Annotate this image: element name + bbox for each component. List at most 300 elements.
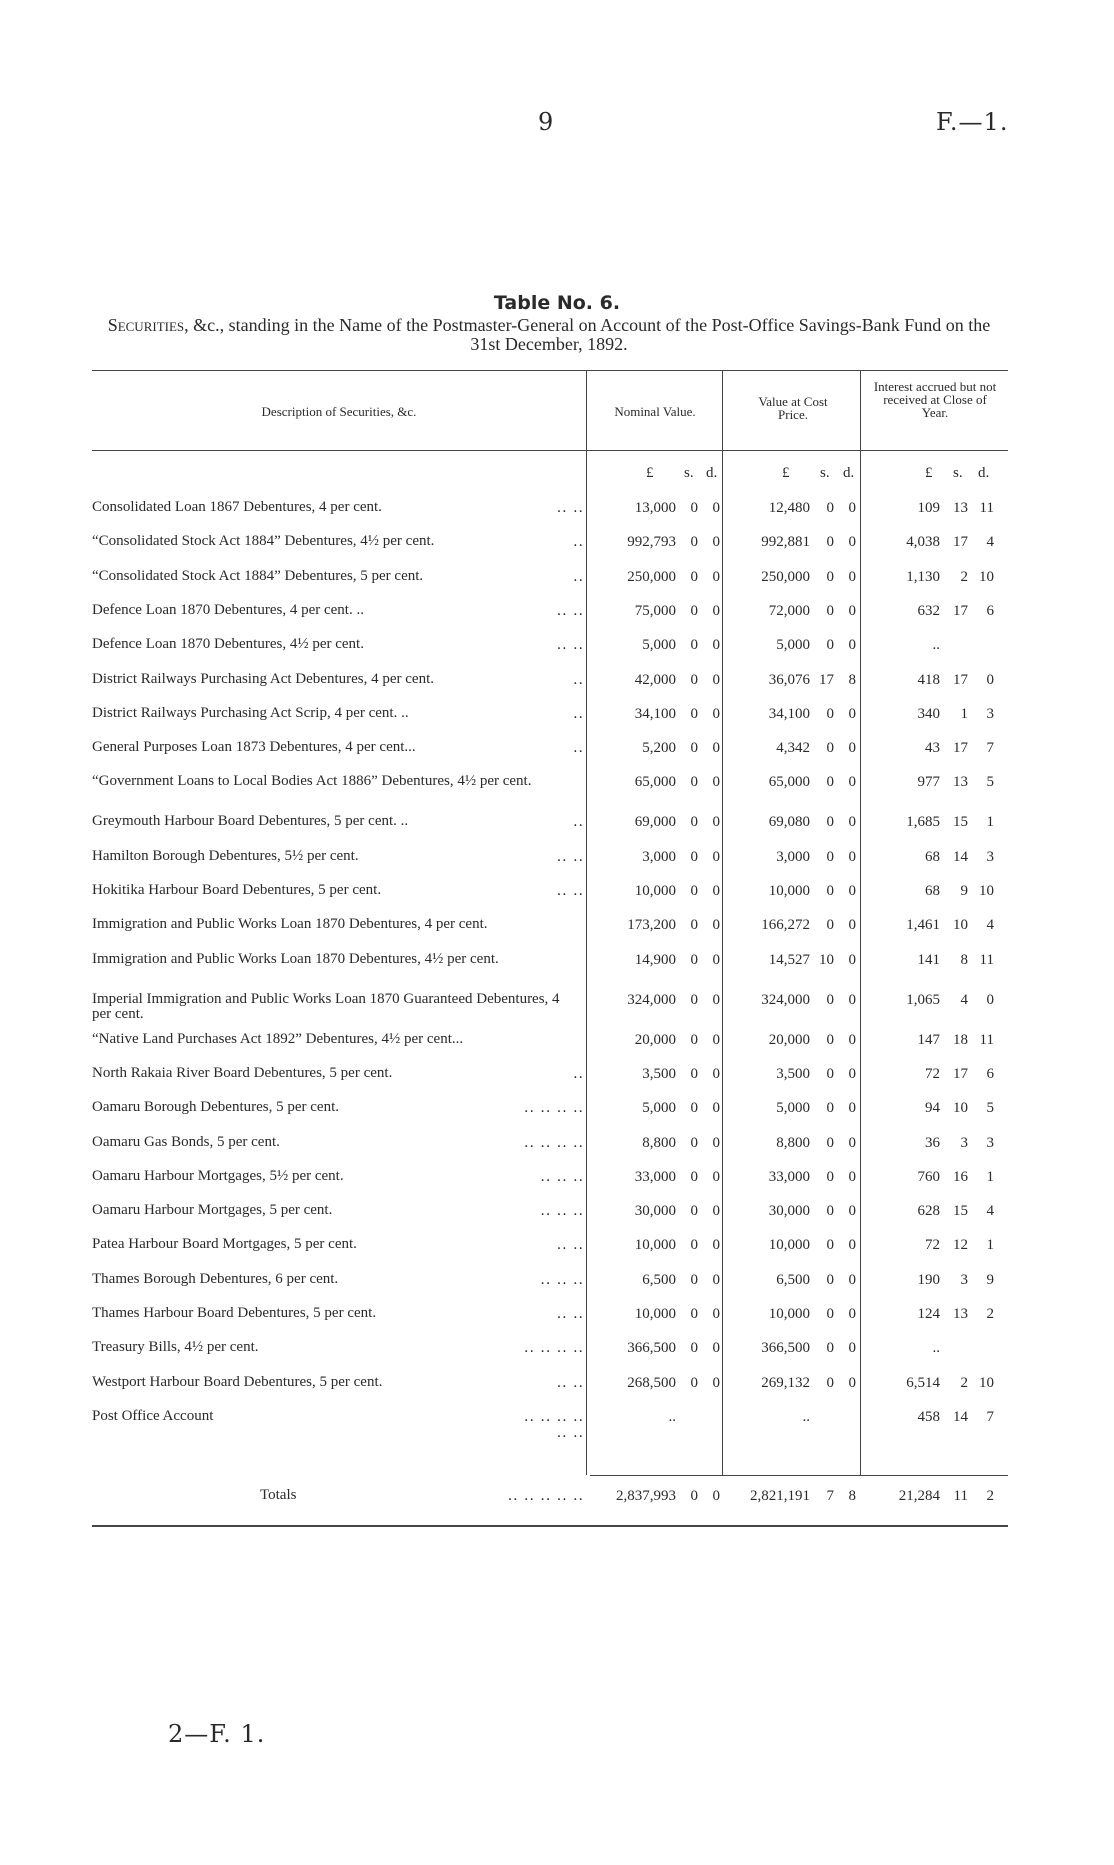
row-leader-dots: .. .. [556,1237,584,1254]
row-description: North Rakaia River Board Debentures, 5 per cent. [92,1064,393,1081]
row-cost-shillings: 0 [826,1168,834,1185]
row-interest-shillings: 15 [953,1203,968,1220]
row-interest-pounds: .. [932,1340,940,1357]
row-description: Consolidated Loan 1867 Debentures, 4 per cent. [92,499,382,515]
row-leader-dots: .. [573,568,584,585]
row-leader-dots: .. .. .. .. [524,1100,584,1117]
table-row [0,637,1114,667]
row-description: Oamaru Harbour Mortgages, 5 per cent. [92,1202,333,1219]
row-cost-pounds: 36,076 [768,671,810,688]
row-interest-shillings: 17 [953,534,968,551]
row-cost-pence: 0 [848,883,856,899]
row-nominal-shillings: 0 [690,848,698,865]
header-cost: Value at Cost Price. [758,394,828,422]
row-cost-shillings: 0 [826,740,834,757]
row-nominal-pounds: 250,000 [627,568,676,585]
caption-smallcaps: Securities, [107,315,189,335]
row-interest-pounds: 147 [917,1031,940,1048]
row-nominal-shillings: 0 [690,1374,698,1391]
row-cost-shillings: 0 [826,1340,834,1357]
header-nominal: Nominal Value. [614,404,696,419]
row-nominal-pence: 0 [712,848,720,865]
row-description: “Consolidated Stock Act 1884” Debentures, 4½ per cent. [92,533,435,550]
row-cost-pounds: 10,000 [768,883,810,899]
row-cost-pounds: 5,000 [776,1100,810,1117]
row-cost-pounds: 250,000 [761,568,810,585]
table-row [0,1237,1114,1267]
row-nominal-pounds: 13,000 [634,500,676,516]
row-cost-shillings: 0 [826,814,834,831]
row-leader-dots: .. .. [556,1306,584,1322]
row-description: “Government Loans to Local Bodies Act 1886” Debentures, 4½ per cent. [92,773,532,790]
row-interest-shillings: 10 [953,917,968,934]
row-leader-dots: .. .. [556,637,584,654]
row-interest-pence: 10 [979,568,994,585]
row-cost-pounds: 20,000 [768,1031,810,1048]
row-leader-dots: .. [573,705,584,722]
table-row [0,992,1114,1022]
totals-cost-shillings: 7 [826,1488,834,1504]
row-nominal-pence: 0 [712,1271,720,1288]
header-bottom-rule [92,450,1008,451]
row-interest-pounds: 1,685 [906,814,940,831]
row-cost-pence: 0 [848,740,856,757]
row-leader-dots: .. .. .. .. [524,1134,584,1151]
row-nominal-pence: 0 [712,883,720,899]
row-nominal-pounds: 75,000 [634,602,676,619]
table-row [0,1340,1114,1370]
row-description: Immigration and Public Works Loan 1870 Debentures, 4 per cent. [92,916,488,933]
row-cost-pounds: 5,000 [776,637,810,654]
row-interest-pounds: 1,065 [906,991,940,1008]
row-nominal-pounds: 992,793 [627,534,676,551]
row-nominal-pounds: 10,000 [634,883,676,899]
row-nominal-pounds: 5,000 [642,637,676,654]
row-nominal-shillings: 0 [690,951,698,968]
row-nominal-pounds: 3,500 [642,1065,676,1082]
row-interest-pounds: 68 [925,848,940,865]
row-nominal-shillings: 0 [690,534,698,551]
row-cost-pence: 0 [848,1271,856,1288]
row-interest-pence: 6 [986,602,994,619]
row-nominal-pence: 0 [712,1065,720,1082]
table-row [0,1100,1114,1130]
row-interest-pounds: 72 [925,1237,940,1254]
table-bottom-rule [92,1525,1008,1527]
row-cost-pounds: 3,000 [776,848,810,865]
row-nominal-pence: 0 [712,1237,720,1254]
row-nominal-pence: 0 [712,602,720,619]
row-interest-pounds: 1,461 [906,917,940,934]
row-cost-pence: 0 [848,917,856,934]
row-nominal-shillings: 0 [690,671,698,688]
row-cost-pounds: 33,000 [768,1168,810,1185]
row-cost-shillings: 17 [819,671,834,688]
row-leader-dots: .. .. .. [540,1271,584,1288]
row-cost-pounds: 366,500 [761,1340,810,1357]
row-cost-pence: 0 [848,1065,856,1082]
row-cost-pounds: 3,500 [776,1065,810,1082]
table-row [0,1375,1114,1405]
row-nominal-pence: 0 [712,671,720,688]
caption-text: &c., standing in the Name of the Postmaster-General on Account of the Post-Office Savings-Bank Fund on the 31st December, 1892. [188,315,991,354]
row-nominal-shillings: 0 [690,602,698,619]
row-interest-pence: 1 [986,1237,994,1254]
table-row [0,849,1114,879]
row-interest-pounds: 458 [917,1408,940,1425]
row-nominal-pence: 0 [712,705,720,722]
row-leader-dots: .. .. [556,883,584,899]
row-interest-pounds: 6,514 [906,1374,940,1391]
row-description: Defence Loan 1870 Debentures, 4 per cent. .. [92,601,364,618]
row-interest-pounds: 36 [925,1134,940,1151]
row-interest-pounds: .. [932,637,940,654]
row-nominal-pounds: 42,000 [634,671,676,688]
row-nominal-shillings: 0 [690,1134,698,1151]
row-cost-pence: 0 [848,991,856,1008]
row-nominal-pounds: 3,000 [642,848,676,865]
row-interest-shillings: 17 [953,602,968,619]
row-cost-shillings: 0 [826,1306,834,1322]
row-nominal-pence: 0 [712,1100,720,1117]
table-row [0,1409,1114,1439]
row-interest-shillings: 16 [953,1168,968,1185]
row-cost-shillings: 0 [826,602,834,619]
row-cost-pence: 0 [848,1374,856,1391]
row-cost-pounds: 4,342 [776,740,810,757]
row-interest-pence: 10 [979,1374,994,1391]
row-cost-shillings: 0 [826,774,834,791]
row-cost-pounds: .. [802,1408,810,1425]
row-leader-dots: .. .. .. .. [524,1340,584,1357]
unit-cost-shilling: s. [820,465,830,481]
header-description: Description of Securities, &c. [261,404,417,419]
row-cost-pounds: 10,000 [768,1237,810,1254]
unit-cost-pence: d. [843,465,855,481]
row-nominal-pounds: 173,200 [627,917,676,934]
row-nominal-shillings: 0 [690,774,698,791]
row-description: Defence Loan 1870 Debentures, 4½ per cent. [92,636,364,653]
totals-interest-pounds: 21,284 [898,1488,940,1504]
unit-interest-pound: £ [925,465,933,481]
row-interest-shillings: 8 [960,951,968,968]
row-interest-pounds: 72 [925,1065,940,1082]
row-interest-pence: 11 [979,1031,994,1048]
row-nominal-pounds: 268,500 [627,1374,676,1391]
table-row [0,534,1114,564]
row-nominal-pounds: 33,000 [634,1168,676,1185]
row-interest-shillings: 13 [953,500,968,516]
row-cost-pounds: 8,800 [776,1134,810,1151]
row-cost-pounds: 166,272 [761,917,810,934]
row-nominal-shillings: 0 [690,1168,698,1185]
row-nominal-pounds: 20,000 [634,1031,676,1048]
row-interest-pounds: 632 [917,602,940,619]
row-cost-pounds: 14,527 [768,951,810,968]
row-cost-shillings: 0 [826,1134,834,1151]
row-cost-pence: 0 [848,774,856,791]
row-cost-shillings: 0 [826,1031,834,1048]
row-interest-pounds: 760 [917,1168,940,1185]
row-interest-pence: 7 [986,740,994,757]
row-cost-shillings: 0 [826,500,834,516]
row-leader-dots: .. [573,740,584,757]
row-interest-shillings: 18 [953,1031,968,1048]
row-interest-shillings: 12 [953,1237,968,1254]
row-cost-shillings: 0 [826,1374,834,1391]
totals-cost-pounds: 2,821,191 [750,1488,810,1504]
row-nominal-pence: 0 [712,1134,720,1151]
row-nominal-shillings: 0 [690,991,698,1008]
totals-interest-pence: 2 [986,1488,994,1504]
row-nominal-pounds: 10,000 [634,1306,676,1322]
row-cost-shillings: 10 [819,951,834,968]
row-nominal-shillings: 0 [690,814,698,831]
unit-nominal-pound: £ [646,465,654,481]
row-cost-shillings: 0 [826,1271,834,1288]
row-nominal-shillings: 0 [690,1203,698,1220]
totals-nominal-pounds: 2,837,993 [616,1488,676,1504]
row-cost-pounds: 65,000 [768,774,810,791]
row-cost-pence: 0 [848,500,856,516]
row-cost-shillings: 0 [826,1065,834,1082]
row-interest-shillings: 13 [953,774,968,791]
row-cost-shillings: 0 [826,1237,834,1254]
totals-cost-pence: 8 [848,1488,856,1504]
row-nominal-pounds: 14,900 [634,951,676,968]
row-cost-pounds: 10,000 [768,1306,810,1322]
row-interest-pence: 1 [986,1168,994,1185]
row-description: Patea Harbour Board Mortgages, 5 per cent. [92,1236,357,1253]
row-interest-pounds: 418 [917,671,940,688]
row-interest-shillings: 2 [960,1374,968,1391]
table-row [0,883,1114,913]
row-nominal-pounds: .. [668,1408,676,1425]
row-cost-pounds: 12,480 [768,500,810,516]
row-cost-pence: 0 [848,534,856,551]
row-nominal-shillings: 0 [690,1237,698,1254]
row-description: “Consolidated Stock Act 1884” Debentures, 5 per cent. [92,567,424,584]
row-interest-pence: 11 [979,951,994,968]
row-description: Immigration and Public Works Loan 1870 Debentures, 4½ per cent. [92,950,499,967]
page-code: F.—1. [936,108,1009,136]
table-row [0,740,1114,770]
row-interest-pence: 0 [986,671,994,688]
row-interest-shillings: 17 [953,740,968,757]
row-description: District Railways Purchasing Act Scrip, 4 per cent. .. [92,704,409,721]
row-nominal-pence: 0 [712,534,720,551]
row-nominal-pence: 0 [712,500,720,516]
totals-row [0,1488,1114,1518]
row-nominal-pence: 0 [712,1031,720,1048]
row-description: Treasury Bills, 4½ per cent. [92,1339,259,1356]
table-row [0,1032,1114,1062]
row-description: Oamaru Borough Debentures, 5 per cent. [92,1099,340,1116]
row-interest-shillings: 14 [953,1408,968,1425]
row-interest-pounds: 4,038 [906,534,940,551]
row-nominal-shillings: 0 [690,637,698,654]
row-cost-pence: 0 [848,1340,856,1357]
row-cost-pence: 0 [848,1134,856,1151]
header-interest: Interest accrued but not received at Close of Year. [873,379,997,420]
unit-cost-pound: £ [782,465,790,481]
row-interest-pence: 5 [986,774,994,791]
row-nominal-pence: 0 [712,917,720,934]
table-row [0,1135,1114,1165]
row-nominal-shillings: 0 [690,883,698,899]
row-cost-shillings: 0 [826,883,834,899]
row-nominal-pounds: 34,100 [634,705,676,722]
table-row [0,1203,1114,1233]
row-interest-pence: 3 [986,848,994,865]
row-interest-pence: 4 [986,1203,994,1220]
row-interest-shillings: 4 [960,991,968,1008]
table-row [0,603,1114,633]
row-nominal-pence: 0 [712,740,720,757]
row-description: General Purposes Loan 1873 Debentures, 4 per cent... [92,739,416,756]
row-nominal-pence: 0 [712,774,720,791]
row-interest-pounds: 340 [917,705,940,722]
row-leader-dots: .. [573,1065,584,1082]
row-leader-dots: .. .. [556,602,584,619]
row-cost-shillings: 0 [826,705,834,722]
table-row [0,1169,1114,1199]
row-interest-pounds: 43 [925,740,940,757]
row-description: Greymouth Harbour Board Debentures, 5 per cent. .. [92,813,409,830]
row-cost-pence: 0 [848,1100,856,1117]
row-nominal-pounds: 5,200 [642,740,676,757]
row-cost-pence: 0 [848,848,856,865]
row-nominal-pence: 0 [712,951,720,968]
row-cost-shillings: 0 [826,848,834,865]
row-cost-pounds: 269,132 [761,1374,810,1391]
row-interest-pence: 11 [979,500,994,516]
row-description: Oamaru Harbour Mortgages, 5½ per cent. [92,1167,344,1184]
row-cost-shillings: 0 [826,568,834,585]
table-row [0,1272,1114,1302]
row-interest-pounds: 190 [917,1271,940,1288]
row-description: Thames Borough Debentures, 6 per cent. [92,1270,339,1287]
row-nominal-pounds: 8,800 [642,1134,676,1151]
row-nominal-shillings: 0 [690,500,698,516]
row-description: “Native Land Purchases Act 1892” Debentures, 4½ per cent... [92,1030,464,1047]
row-nominal-shillings: 0 [690,917,698,934]
row-nominal-pence: 0 [712,814,720,831]
row-interest-shillings: 3 [960,1134,968,1151]
row-interest-pence: 5 [986,1100,994,1117]
row-interest-pence: 4 [986,917,994,934]
table-row [0,1306,1114,1336]
row-interest-pounds: 68 [925,883,940,899]
row-cost-pence: 0 [848,814,856,831]
row-nominal-pence: 0 [712,991,720,1008]
row-nominal-pence: 0 [712,1306,720,1322]
page-number: 9 [538,108,554,136]
row-cost-pounds: 69,080 [768,814,810,831]
totals-nominal-pence: 0 [712,1488,720,1504]
row-interest-shillings: 17 [953,1065,968,1082]
row-interest-pounds: 124 [917,1306,940,1322]
row-nominal-shillings: 0 [690,568,698,585]
row-interest-shillings: 9 [960,883,968,899]
row-interest-pence: 9 [986,1271,994,1288]
row-nominal-shillings: 0 [690,1306,698,1322]
row-cost-pounds: 6,500 [776,1271,810,1288]
row-description: Hokitika Harbour Board Debentures, 5 per cent. [92,882,382,898]
table-row [0,952,1114,982]
row-interest-pence: 1 [986,814,994,831]
row-interest-shillings: 17 [953,671,968,688]
row-leader-dots: .. .. [556,1374,584,1391]
row-interest-shillings: 13 [953,1306,968,1322]
row-leader-dots: .. .. .. .. .. .. [524,1408,584,1441]
row-leader-dots: .. [573,814,584,831]
row-cost-pence: 8 [848,671,856,688]
table-row [0,1066,1114,1096]
row-cost-pence: 0 [848,1031,856,1048]
row-interest-pence: 3 [986,1134,994,1151]
row-nominal-pounds: 324,000 [627,991,676,1008]
table-caption [92,316,1006,354]
table-row [0,774,1114,804]
row-interest-pence: 7 [986,1408,994,1425]
row-description: Thames Harbour Board Debentures, 5 per cent. [92,1305,377,1321]
row-leader-dots: .. .. [556,500,584,516]
row-leader-dots: .. .. [556,848,584,865]
row-interest-shillings: 1 [960,705,968,722]
row-interest-pounds: 628 [917,1203,940,1220]
row-cost-pounds: 324,000 [761,991,810,1008]
row-cost-pounds: 34,100 [768,705,810,722]
row-interest-pounds: 94 [925,1100,940,1117]
row-nominal-pence: 0 [712,1340,720,1357]
table-row [0,569,1114,599]
table-top-rule [92,370,1008,371]
table-row [0,917,1114,947]
row-cost-shillings: 0 [826,534,834,551]
row-interest-shillings: 15 [953,814,968,831]
row-interest-shillings: 14 [953,848,968,865]
row-interest-pence: 2 [986,1306,994,1322]
row-nominal-shillings: 0 [690,1100,698,1117]
row-cost-pounds: 992,881 [761,534,810,551]
row-cost-shillings: 0 [826,637,834,654]
row-nominal-pounds: 6,500 [642,1271,676,1288]
row-interest-pence: 6 [986,1065,994,1082]
row-nominal-pence: 0 [712,1374,720,1391]
row-nominal-pence: 0 [712,568,720,585]
row-interest-shillings: 3 [960,1271,968,1288]
row-cost-shillings: 0 [826,1203,834,1220]
row-nominal-pence: 0 [712,1168,720,1185]
row-leader-dots: .. .. .. [540,1203,584,1220]
row-nominal-pounds: 30,000 [634,1203,676,1220]
row-interest-pounds: 977 [917,774,940,791]
row-interest-pounds: 1,130 [906,568,940,585]
row-interest-pence: 0 [986,991,994,1008]
row-nominal-shillings: 0 [690,1065,698,1082]
table-row [0,672,1114,702]
table-row [0,500,1114,530]
totals-top-rule [590,1475,1008,1476]
row-nominal-shillings: 0 [690,1340,698,1357]
row-nominal-pence: 0 [712,1203,720,1220]
unit-interest-shilling: s. [953,465,963,481]
row-cost-pounds: 30,000 [768,1203,810,1220]
table-row [0,706,1114,736]
row-leader-dots: .. .. .. [540,1168,584,1185]
row-cost-pence: 0 [848,568,856,585]
